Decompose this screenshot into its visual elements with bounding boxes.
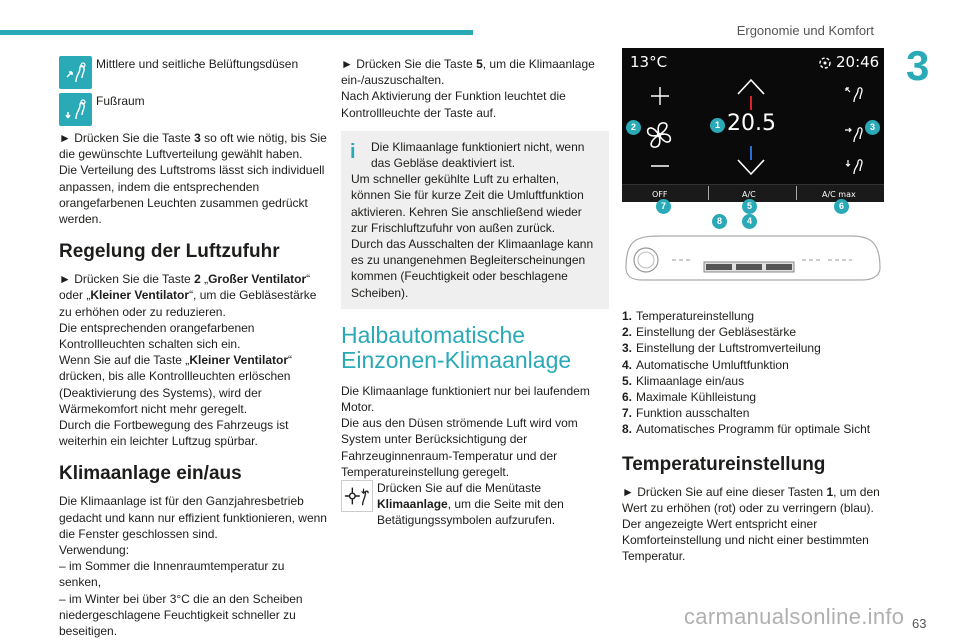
text: ► Drücken Sie die Taste xyxy=(59,272,195,287)
legend-item xyxy=(622,340,888,356)
legend-number: 1. xyxy=(622,309,633,323)
paragraph: Verwendung: xyxy=(59,543,130,558)
paragraph xyxy=(377,480,609,529)
footwell-icon xyxy=(59,93,92,126)
callout-badge: 1 xyxy=(710,118,725,133)
text: Drücken Sie auf die Menütaste xyxy=(377,481,542,496)
paragraph: Der angezeigte Wert entspricht einer Komforteinstellung und nicht einer bestimmten Temperatur. xyxy=(622,517,869,564)
clock: 20:46 xyxy=(836,53,880,71)
paragraph: Die entsprechenden orangefarbenen Kontrollleuchten schalten sich ein. xyxy=(59,320,255,352)
fan-icon[interactable] xyxy=(642,118,676,152)
heading-temperature-setting: Temperatureinstellung xyxy=(622,453,826,475)
paragraph xyxy=(59,271,329,320)
airflow-central-icon[interactable] xyxy=(844,122,866,144)
legend-number: 8. xyxy=(622,422,633,437)
paragraph: Die Klimaanlage ist für den Ganzjahresbetrieb gedacht und kann nur effizient funktionieren, wenn die Fenster geschlossen sind. xyxy=(59,494,327,541)
paragraph xyxy=(59,352,329,417)
legend-text: Klimaanlage ein/aus xyxy=(636,373,745,388)
text: , um den Wert zu erhöhen (rot) oder zu verringern (blau). xyxy=(622,484,880,515)
legend-item xyxy=(622,308,888,324)
callout-badge: 6 xyxy=(834,199,849,214)
callout-badge: 8 xyxy=(712,214,727,229)
column-middle xyxy=(341,56,609,529)
list-item: – im Winter bei über 3°C die an den Scheiben niedergeschlagene Feuchtigkeit schneller zu beseitigen. xyxy=(59,591,303,639)
set-temperature: 20.5 xyxy=(727,111,776,136)
temp-up-chevron-icon[interactable] xyxy=(736,78,766,96)
icon-item-label: Mittlere und seitliche Belüftungsdüsen xyxy=(96,57,299,71)
list-item: – im Sommer die Innenraumtemperatur zu senken, xyxy=(59,559,285,590)
heading-air-supply: Regelung der Luftzufuhr xyxy=(59,241,280,263)
info-text: Um schneller gekühlte Luft zu erhalten, können Sie für kurze Zeit die Umluftfunktion aktivieren. Kehren Sie anschließend wieder zur Frischluftzufuhr von außen zurück. xyxy=(351,172,584,235)
key-name: Großer Ventilator xyxy=(208,272,307,287)
info-text: Die Klimaanlage funktioniert nicht, wenn das Gebläse deaktiviert ist. xyxy=(371,139,585,171)
callout-badge: 4 xyxy=(742,214,757,229)
central-side-vents-icon xyxy=(59,56,92,89)
legend-item xyxy=(622,324,888,340)
paragraph: Die aus den Düsen strömende Luft wird vom System unter Berücksichtigung der Fahrzeuginnenraum-Temperatur und der Temperatureinstellung geregelt. xyxy=(341,416,578,479)
text: , um die Klimaanlage ein-/auszuschalten. xyxy=(341,57,595,88)
temp-up-indicator xyxy=(750,96,752,110)
paragraph: Durch die Fortbewegung des Fahrzeugs ist weiterhin ein leichter Luftzug spürbar. xyxy=(59,418,289,449)
callout-badge: 5 xyxy=(742,199,757,214)
callout-badge: 2 xyxy=(626,120,641,135)
console-panel-illustration xyxy=(622,216,884,294)
legend-text: Temperatureinstellung xyxy=(636,309,755,323)
legend-text: Automatische Umluftfunktion xyxy=(636,357,789,372)
temp-minus-icon[interactable] xyxy=(650,164,670,168)
legend-item xyxy=(622,357,888,373)
watermark: carmanualsonline.info xyxy=(684,604,905,629)
legend-number: 7. xyxy=(622,406,633,421)
paragraph xyxy=(341,56,609,88)
key-number: 5 xyxy=(476,57,483,71)
ac-max-button[interactable]: A/C max xyxy=(822,190,856,199)
text: “, um die Gebläsestärke zu erhöhen oder zu reduzieren. xyxy=(59,288,317,319)
key-number: 1 xyxy=(826,484,834,499)
ac-button[interactable]: A/C xyxy=(742,190,756,199)
info-icon: i xyxy=(350,140,356,163)
text: , um die Seite mit den Betätigungssymbolen aufzurufen. xyxy=(377,497,564,528)
divider xyxy=(796,186,797,200)
heading-ac-on-off: Klimaanlage ein/aus xyxy=(59,463,242,485)
divider xyxy=(708,186,709,200)
airflow-footwell-icon[interactable] xyxy=(844,154,866,176)
callout-badge: 7 xyxy=(656,199,671,214)
paragraph: Die Verteilung des Luftstroms lässt sich individuell anpassen, indem die entsprechenden orangefarbenen Leuchten zusammen gedrückt werden. xyxy=(59,163,325,227)
column-right xyxy=(622,48,888,565)
console-panel-drawing xyxy=(622,224,884,284)
text: ► Drücken Sie die Taste xyxy=(341,57,477,71)
legend-number: 3. xyxy=(622,341,633,356)
paragraph xyxy=(622,484,888,516)
climate-menu-icon xyxy=(341,480,373,512)
legend-text: Automatisches Programm für optimale Sicht xyxy=(636,422,871,437)
legend-item xyxy=(622,389,888,405)
key-name: Kleiner Ventilator xyxy=(189,353,289,368)
legend-text: Maximale Kühlleistung xyxy=(636,390,757,405)
info-text: Durch das Ausschalten der Klimaanlage kann es zu unangenehmen Begleiterscheinungen kommen (Feuchtigkeit oder beschlagene Scheiben). xyxy=(351,237,594,300)
text: “ oder „ xyxy=(59,272,311,303)
climate-touchscreen-illustration xyxy=(622,48,884,202)
text: so oft wie nötig, bis Sie die gewünschte Luftverteilung gewählt haben. xyxy=(59,131,327,162)
text: „ xyxy=(200,272,209,287)
legend-number: 2. xyxy=(622,325,633,340)
legend-text: Einstellung der Gebläsestärke xyxy=(636,325,797,340)
heading-semi-automatic: Halbautomatische Einzonen-Klimaanlage xyxy=(341,321,572,373)
text: ► Drücken Sie die Taste xyxy=(59,131,195,145)
airflow-upper-icon[interactable] xyxy=(844,82,866,104)
menu-key-row xyxy=(341,480,609,529)
column-left xyxy=(59,56,329,639)
legend-text: Funktion ausschalten xyxy=(636,406,750,421)
section-title: Ergonomie und Komfort xyxy=(736,23,874,38)
page-number: 63 xyxy=(912,616,927,631)
header-accent-bar xyxy=(0,30,473,35)
legend-number: 5. xyxy=(622,373,633,388)
text: ► Drücken Sie auf eine dieser Tasten xyxy=(622,484,827,499)
key-name: Klimaanlage xyxy=(377,497,448,512)
text: “ drücken, bis alle Kontrollleuchten erlöschen (Deaktivierung des Systems), wird der Wärmekomfort nicht mehr geregelt. xyxy=(59,353,293,416)
key-number: 3 xyxy=(194,131,201,145)
key-number: 2 xyxy=(194,272,201,287)
legend-list xyxy=(622,308,888,438)
paragraph xyxy=(59,130,329,162)
callout-badge: 3 xyxy=(865,120,880,135)
legend-item xyxy=(622,405,888,421)
legend-number: 6. xyxy=(622,390,633,405)
outside-temperature: 13°C xyxy=(630,53,668,71)
temp-down-chevron-icon[interactable] xyxy=(736,158,766,176)
icon-item-central-vents xyxy=(59,56,329,89)
paragraph: Die Klimaanlage funktioniert nur bei laufendem Motor. xyxy=(341,383,590,415)
text: Wenn Sie auf die Taste „ xyxy=(59,353,190,368)
icon-item-label: Fußraum xyxy=(96,94,145,108)
chapter-number: 3 xyxy=(906,42,930,89)
legend-item xyxy=(622,421,888,437)
off-button[interactable]: OFF xyxy=(652,190,668,199)
signal-icon xyxy=(818,56,832,70)
info-box xyxy=(341,131,609,309)
icon-item-footwell xyxy=(59,93,329,126)
legend-number: 4. xyxy=(622,357,633,372)
legend-item xyxy=(622,373,888,389)
paragraph: Nach Aktivierung der Funktion leuchtet die Kontrollleuchte der Taste auf. xyxy=(341,89,566,120)
key-name: Kleiner Ventilator xyxy=(90,288,190,303)
legend-text: Einstellung der Luftstromverteilung xyxy=(636,341,821,356)
temp-plus-icon[interactable] xyxy=(650,86,670,106)
